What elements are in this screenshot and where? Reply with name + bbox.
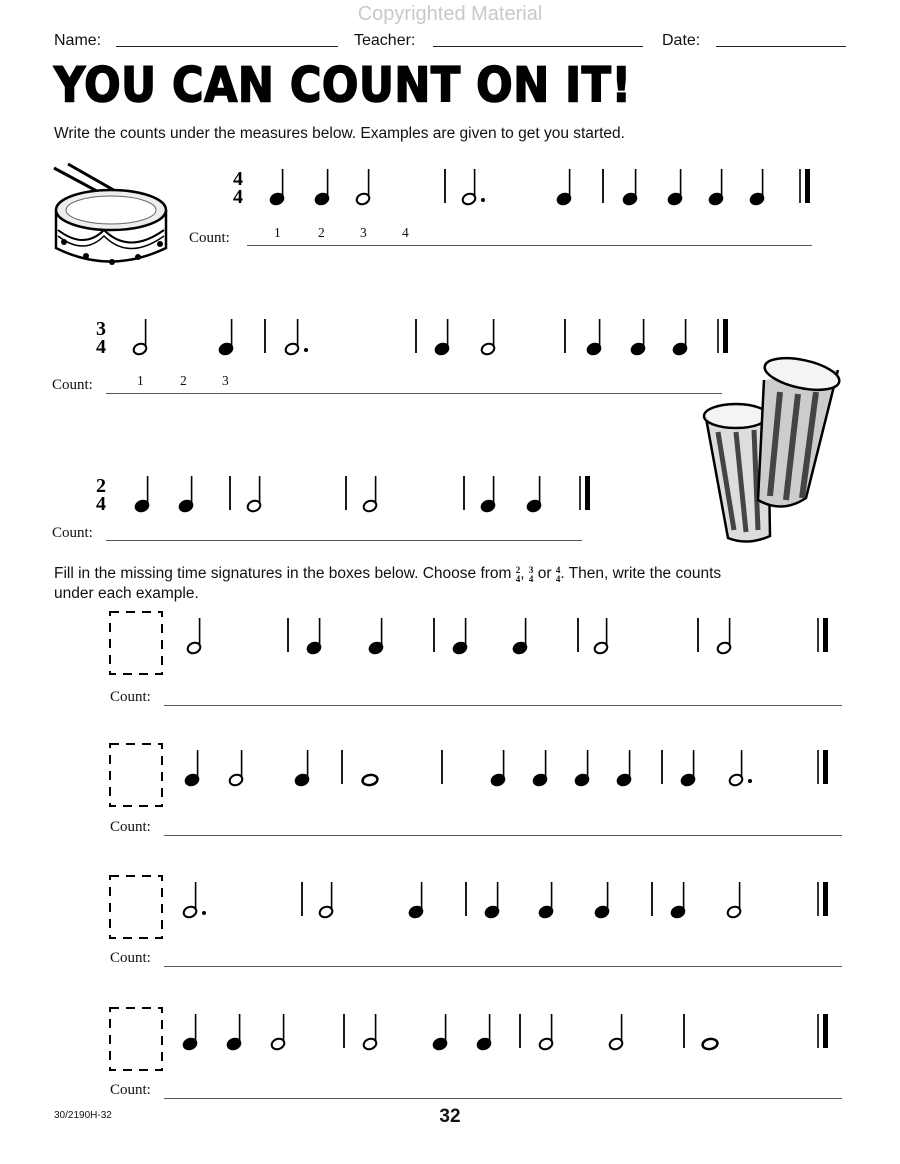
count-answer-line-6[interactable] — [164, 966, 842, 967]
given-count: 3 — [222, 373, 229, 388]
instructions-2-text: Fill in the missing time signatures in the boxes below. Choose from — [54, 565, 512, 582]
quarter-note — [594, 882, 610, 919]
instructions-2-text-c: . Then, write the counts — [560, 565, 722, 582]
count-label: Count: — [52, 525, 93, 541]
half-note — [186, 618, 202, 655]
staff-fill-exercise-4 — [106, 1004, 846, 1074]
count-label: Count: — [110, 689, 151, 705]
page-title: YOU CAN COUNT ON IT! — [54, 58, 632, 114]
quarter-note — [134, 476, 150, 513]
choice-bottom: 4 — [528, 574, 534, 584]
quarter-note — [616, 750, 632, 787]
staff-exercise-3 — [90, 472, 610, 520]
date-field[interactable] — [716, 46, 846, 47]
staff-exercise-1 — [225, 165, 825, 213]
choice-top: 2 — [515, 565, 521, 575]
choice-top: 3 — [528, 565, 534, 575]
given-count: 1 — [137, 373, 144, 388]
watermark: Copyrighted Material — [357, 3, 543, 25]
final-bar-line — [818, 882, 828, 916]
time-signature-box[interactable] — [110, 1008, 162, 1070]
half-note — [716, 618, 732, 655]
drum-illustration — [44, 160, 174, 275]
given-count: 2 — [180, 373, 187, 388]
count-label: Count: — [52, 377, 93, 393]
half-note — [538, 1014, 554, 1051]
quarter-note — [452, 618, 468, 655]
quarter-note — [408, 882, 424, 919]
quarter-note — [630, 319, 646, 356]
count-answer-line-7[interactable] — [164, 1098, 842, 1099]
ts-bottom: 4 — [96, 493, 106, 515]
given-count: 2 — [318, 225, 325, 240]
quarter-note — [667, 169, 683, 206]
count-answer-line-5[interactable] — [164, 835, 842, 836]
staff-fill-exercise-3 — [106, 872, 846, 942]
quarter-note — [622, 169, 638, 206]
ts-bottom: 4 — [233, 186, 243, 208]
count-answer-line-2[interactable] — [106, 393, 722, 394]
half-note — [228, 750, 244, 787]
half-note — [318, 882, 334, 919]
count-label: Count: — [110, 819, 151, 835]
quarter-note — [532, 750, 548, 787]
staff-fill-exercise-2 — [106, 740, 846, 810]
ts-top: 2 — [96, 475, 106, 497]
half-note — [608, 1014, 624, 1051]
staff-fill-exercise-1 — [106, 608, 846, 678]
quarter-note — [306, 618, 322, 655]
quarter-note — [670, 882, 686, 919]
quarter-note — [512, 618, 528, 655]
teacher-field[interactable] — [433, 46, 643, 47]
count-label: Count: — [189, 230, 230, 246]
final-bar-line — [818, 1014, 828, 1048]
quarter-note — [586, 319, 602, 356]
half-note — [593, 618, 609, 655]
page-number: 32 — [439, 1106, 461, 1127]
quarter-note — [184, 750, 200, 787]
final-bar-line — [718, 319, 728, 353]
dotted-half-note — [284, 319, 308, 356]
half-note — [246, 476, 262, 513]
quarter-note — [708, 169, 724, 206]
half-note — [726, 882, 742, 919]
instructions-2-line-2: under each example. — [54, 585, 199, 602]
quarter-note — [484, 882, 500, 919]
quarter-note — [432, 1014, 448, 1051]
quarter-note — [672, 319, 688, 356]
count-label: Count: — [110, 1082, 151, 1098]
teacher-label: Teacher: — [354, 32, 416, 49]
book-code: 30/2190H-32 — [54, 1110, 112, 1121]
conga-drums-illustration — [698, 352, 848, 548]
final-bar-line — [818, 618, 828, 652]
quarter-note — [434, 319, 450, 356]
choice-top: 4 — [555, 565, 561, 575]
given-count: 1 — [274, 225, 281, 240]
quarter-note — [526, 476, 542, 513]
dotted-half-note — [461, 169, 485, 206]
quarter-note — [368, 618, 384, 655]
name-field[interactable] — [116, 46, 338, 47]
time-signature-3 — [96, 475, 106, 515]
quarter-note — [538, 882, 554, 919]
whole-note — [702, 1038, 719, 1050]
quarter-note — [680, 750, 696, 787]
ts-top: 4 — [233, 168, 243, 190]
half-note — [355, 169, 371, 206]
quarter-note — [574, 750, 590, 787]
quarter-note — [749, 169, 765, 206]
final-bar-line — [800, 169, 810, 203]
choice-bottom: 4 — [555, 574, 561, 584]
quarter-note — [178, 476, 194, 513]
quarter-note — [480, 476, 496, 513]
time-signature-2 — [96, 318, 106, 358]
count-answer-line-3[interactable] — [106, 540, 582, 541]
ts-bottom: 4 — [96, 336, 106, 358]
staff-exercise-2 — [90, 315, 740, 363]
choice-2-4 — [516, 566, 521, 584]
final-bar-line — [580, 476, 590, 510]
quarter-note — [269, 169, 285, 206]
half-note — [270, 1014, 286, 1051]
dotted-half-note — [182, 882, 206, 919]
whole-note — [362, 774, 379, 786]
quarter-note — [182, 1014, 198, 1051]
time-signature-box[interactable] — [110, 876, 162, 938]
instructions-or: or — [537, 565, 552, 582]
date-label: Date: — [662, 32, 701, 49]
half-note — [132, 319, 148, 356]
quarter-note — [294, 750, 310, 787]
ts-top: 3 — [96, 318, 106, 340]
quarter-note — [490, 750, 506, 787]
quarter-note — [314, 169, 330, 206]
instructions-1: Write the counts under the measures below. Examples are given to get you started. — [54, 125, 625, 142]
time-signature-box[interactable] — [110, 744, 162, 806]
count-answer-line-1[interactable] — [247, 245, 812, 246]
choice-bottom: 4 — [515, 574, 521, 584]
time-signature-1 — [233, 168, 243, 208]
instructions-2: Fill in the missing time signatures in the boxes below. Choose from 2 4, 3 4 or 4 4. Then, write the counts — [54, 565, 722, 584]
quarter-note — [218, 319, 234, 356]
final-bar-line — [818, 750, 828, 784]
time-signature-box[interactable] — [110, 612, 162, 674]
given-count: 3 — [360, 225, 367, 240]
count-answer-line-4[interactable] — [164, 705, 842, 706]
name-label: Name: — [54, 32, 102, 49]
given-count: 4 — [402, 225, 409, 240]
half-note — [362, 1014, 378, 1051]
quarter-note — [556, 169, 572, 206]
quarter-note — [476, 1014, 492, 1051]
quarter-note — [226, 1014, 242, 1051]
dotted-half-note — [728, 750, 752, 787]
count-label: Count: — [110, 950, 151, 966]
choice-3-4 — [529, 566, 534, 584]
half-note — [362, 476, 378, 513]
half-note — [480, 319, 496, 356]
